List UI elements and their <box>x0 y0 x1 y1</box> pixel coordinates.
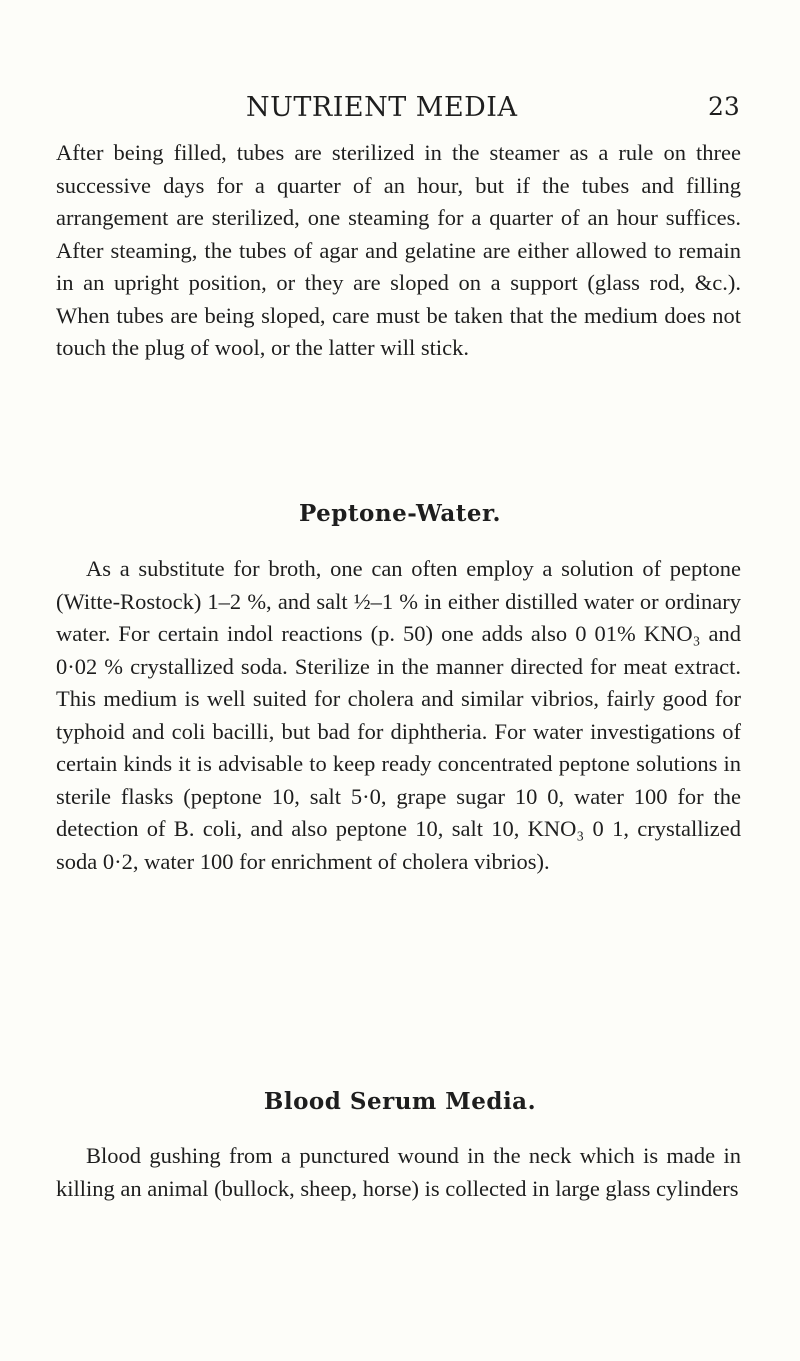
peptone-water-heading: Peptone-Water. <box>298 500 501 527</box>
blood-serum-section <box>56 1140 741 1205</box>
page-number: 23 <box>708 92 740 121</box>
blood-serum-paragraph: Blood gushing from a punctured wound in the neck which is made in killing an animal (bullock, sheep, horse) is collected in large glass cylinders <box>56 1143 741 1201</box>
intro-section <box>56 137 741 365</box>
peptone-water-section <box>56 553 741 878</box>
running-head <box>0 92 800 132</box>
blood-serum-heading: Blood Serum Media. <box>263 1088 537 1115</box>
running-title: NUTRIENT MEDIA <box>246 92 518 123</box>
peptone-water-paragraph: As a substitute for broth, one can often employ a solution of peptone (Witte-Rostock) 1–2 %, and salt ½–1 % in either distilled water or ordinary water. For certain indol reactions (p. 50) one adds also 0 01% KNO₃ and 0·02 % crystallized soda. Sterilize in the manner directed for meat extract. This medium is well suited for cholera and similar vibrios, fairly good for typhoid and coli bacilli, but bad for diphtheria. For water investigations of certain kinds it is advisable to keep ready concentrated peptone solutions in sterile flasks (peptone 10, salt 5·0, grape sugar 10 0, water 100 for the detection of B. coli, and also peptone 10, salt 10, KNO₃ 0 1, crystallized soda 0·2, water 100 for enrichment of cholera vibrios). <box>56 556 741 874</box>
intro-paragraph: After being filled, tubes are sterilized in the steamer as a rule on three successive days for a quarter of an hour, but if the tubes and filling arrangement are sterilized, one steaming for a quarter of an hour suffices. After steaming, the tubes of agar and gelatine are either allowed to remain in an upright position, or they are sloped on a support (glass rod, &c.). When tubes are being sloped, care must be taken that the medium does not touch the plug of wool, or the latter will stick. <box>56 140 741 360</box>
